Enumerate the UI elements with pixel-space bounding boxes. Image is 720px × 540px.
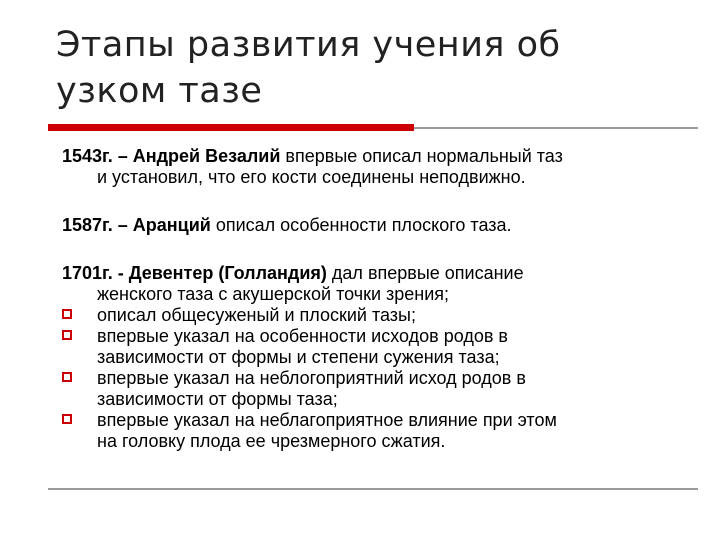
footer-divider xyxy=(48,488,698,490)
slide-title xyxy=(56,22,676,114)
entry-text: дал впервые описание xyxy=(326,263,524,283)
slide-body xyxy=(62,146,702,452)
bullet-text: впервые указал на неблогоприятний исход родов в xyxy=(97,368,526,388)
bullet-text: впервые указал на особенности исходов родов в xyxy=(97,326,508,346)
entry-text-continued: женского таза с акушерской точки зрения; xyxy=(97,284,450,304)
bullet-text-continued: на головку плода ее чрезмерного сжатия. xyxy=(97,431,446,451)
bullet-text: впервые указал на неблагоприятное влияние при этом xyxy=(97,410,557,430)
hollow-square-icon xyxy=(62,330,72,340)
entry-text: впервые описал нормальный таз xyxy=(280,146,563,166)
hollow-square-icon xyxy=(62,414,72,424)
hollow-square-icon xyxy=(62,372,72,382)
bullet-text-continued: зависимости от формы таза; xyxy=(97,389,338,409)
hollow-square-icon xyxy=(62,309,72,319)
title-line-2: узком тазе xyxy=(56,71,263,111)
list-item xyxy=(62,368,702,410)
list-item xyxy=(62,326,702,368)
entry-1543 xyxy=(62,146,702,188)
title-accent-bar xyxy=(48,124,414,131)
bullet-text: описал общесуженый и плоский тазы; xyxy=(97,305,416,325)
entry-text-continued: и установил, что его кости соединены неподвижно. xyxy=(97,167,526,187)
bullet-text-continued: зависимости от формы и степени сужения таза; xyxy=(97,347,500,367)
title-line-1: Этапы развития учения об xyxy=(56,25,561,65)
entry-1701 xyxy=(62,263,702,305)
entry-year: 1543г. – Андрей Везалий xyxy=(62,146,281,166)
list-item xyxy=(62,410,702,452)
entry-text: описал особенности плоского таза. xyxy=(210,215,512,235)
entry-year: 1701г. - Девентер (Голландия) xyxy=(62,263,327,283)
entry-year: 1587г. – Аранций xyxy=(62,215,211,235)
list-item xyxy=(62,305,702,326)
entry-1587 xyxy=(62,215,702,236)
